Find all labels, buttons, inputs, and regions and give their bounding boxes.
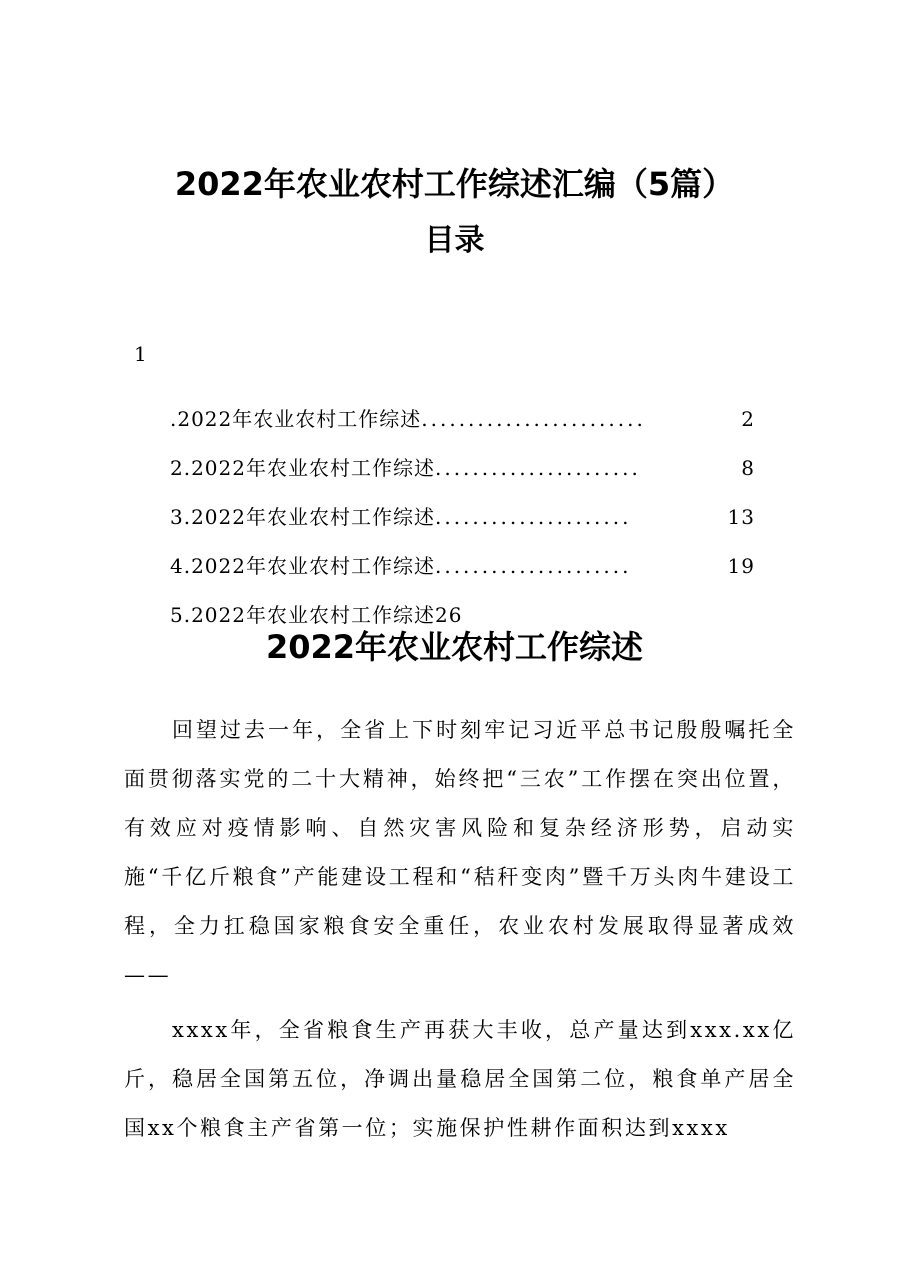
- section-title: 2022年农业农村工作综述: [265, 628, 644, 666]
- toc-entry-leader: ........................: [421, 407, 646, 431]
- toc-entry-page: 13: [727, 505, 755, 529]
- body-paragraph: 回望过去一年，全省上下时刻牢记习近平总书记殷殷嘱托全面贯彻落实党的二十大精神，始终把“三农”工作摆在突出位置，有效应对疫情影响、自然灾害风险和复杂经济形势，启动实施“千亿斤粮食”产能建设工程和“秸秆变肉”暨千万头肉牛建设工程，全力扛稳国家粮食安全重任，农业农村发展取得显著成效——: [124, 718, 796, 987]
- toc-entry[interactable]: [170, 385, 755, 434]
- toc-entry-page: 19: [727, 554, 755, 578]
- toc-entry-leader: .....................: [434, 505, 632, 529]
- document-title: 2022年农业农村工作综述汇编（5篇）: [174, 165, 735, 203]
- toc-entry-text: 3.2022年农业农村工作综述: [170, 505, 435, 529]
- toc-entry-text: 5.2022年农业农村工作综述: [170, 603, 435, 627]
- toc-entry-text: .2022年农业农村工作综述: [170, 407, 422, 431]
- toc-entry-text: 4.2022年农业农村工作综述: [170, 554, 435, 578]
- toc-entry[interactable]: [170, 532, 755, 581]
- toc-leading-number: 1: [134, 342, 147, 366]
- toc-entry-text: 2.2022年农业农村工作综述: [170, 456, 435, 480]
- toc-entry[interactable]: [170, 434, 755, 483]
- body-paragraph: xxxx年，全省粮食生产再获大丰收，总产量达到xxx.xx亿斤，稳居全国第五位，净调出量稳居全国第二位，粮食单产居全国xx个粮食主产省第一位；实施保护性耕作面积达到xxxx: [124, 1018, 796, 1140]
- toc-entry-page: 26: [434, 603, 463, 627]
- toc-entry[interactable]: [170, 483, 755, 532]
- toc-heading: 目录: [424, 223, 485, 258]
- toc-entry-leader: ......................: [434, 456, 641, 480]
- table-of-contents: [170, 385, 755, 630]
- toc-entry-page: 2: [741, 407, 755, 431]
- body-text: [124, 706, 796, 1153]
- toc-entry-leader: .....................: [434, 554, 632, 578]
- toc-entry-page: 8: [741, 456, 755, 480]
